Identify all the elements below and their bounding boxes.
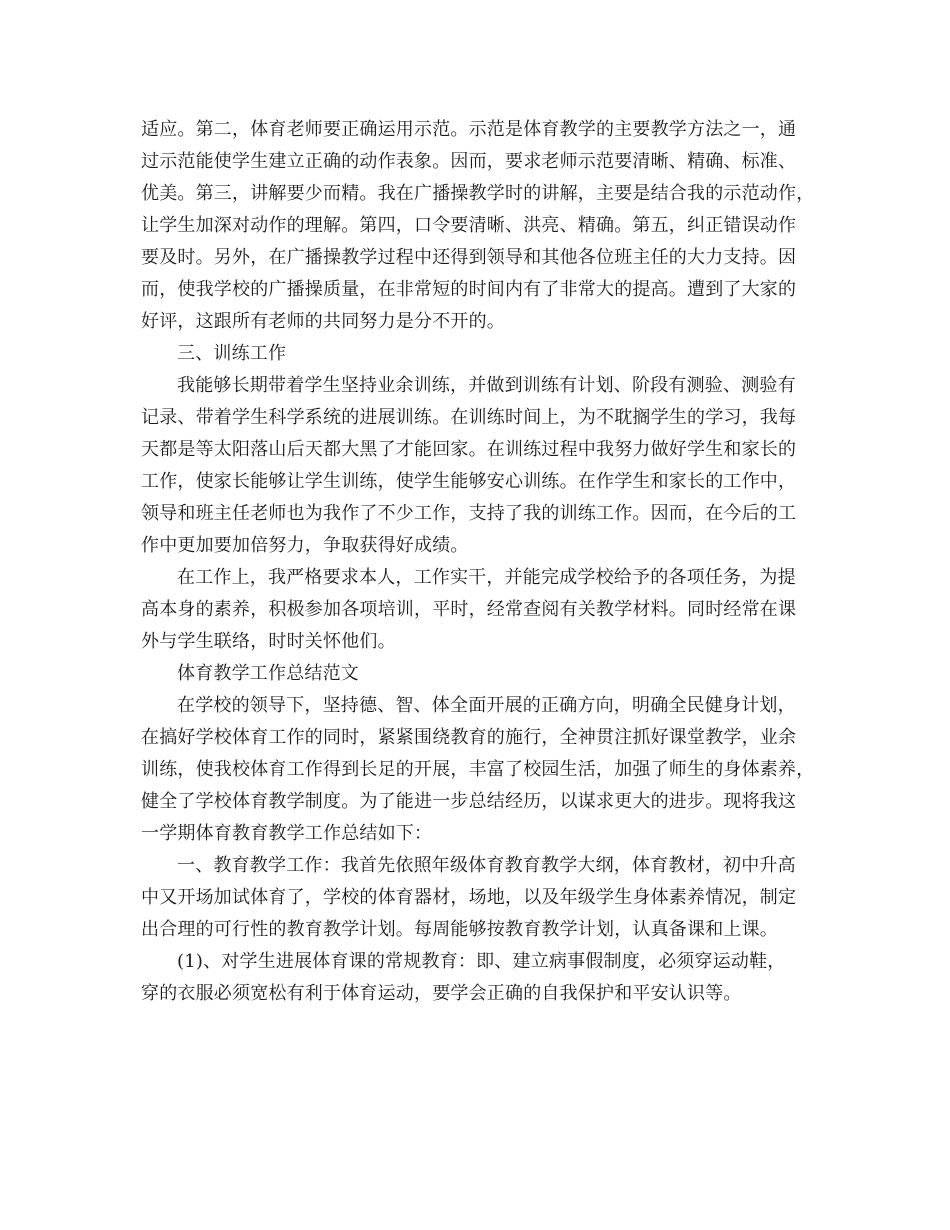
text-line: 工作，使家长能够让学生训练，使学生能够安心训练。在作学生和家长的工作中， xyxy=(141,471,797,492)
text-line: 健全了学校体育教学制度。为了能进一步总结经历，以谋求更大的进步。现将我这 xyxy=(141,791,797,812)
text-line: 要及时。另外，在广播操教学过程中还得到领导和其他各位班主任的大力支持。因 xyxy=(141,247,797,268)
text-line: 让学生加深对动作的理解。第四，口令要清晰、洪亮、精确。第五，纠正错误动作 xyxy=(141,215,797,236)
text-line: 好评，这跟所有老师的共同努力是分不开的。 xyxy=(141,311,505,332)
text-line: 过示范能使学生建立正确的动作表象。因而，要求老师示范要清晰、精确、标准、 xyxy=(141,151,797,172)
text-line: 中又开场加试体育了，学校的体育器材，场地，以及年级学生身体素养情况，制定 xyxy=(141,887,797,908)
text-line: 在搞好学校体育工作的同时，紧紧围绕教育的施行，全神贯注抓好课堂教学，业余 xyxy=(141,727,797,748)
text-line: 记录、带着学生科学系统的进展训练。在训练时间上，为不耽搁学生的学习，我每 xyxy=(141,407,797,428)
text-line: 领导和班主任老师也为我作了不少工作，支持了我的训练工作。因而，在今后的工 xyxy=(141,503,797,524)
text-line: 优美。第三，讲解要少而精。我在广播操教学时的讲解，主要是结合我的示范动作， xyxy=(141,183,815,204)
text-line: 一、教育教学工作：我首先依照年级体育教育教学大纲，体育教材，初中升高 xyxy=(177,855,796,876)
text-line: 适应。第二，体育老师要正确运用示范。示范是体育教学的主要教学方法之一，通 xyxy=(141,119,797,140)
text-line: (1)、对学生进展体育课的常规教育：即、建立病事假制度，必须穿运动鞋， xyxy=(177,951,786,972)
text-line: 穿的衣服必须宽松有利于体育运动，要学会正确的自我保护和平安认识等。 xyxy=(141,983,742,1004)
text-line: 天都是等太阳落山后天都大黑了才能回家。在训练过程中我努力做好学生和家长的 xyxy=(141,439,797,460)
text-line: 在工作上，我严格要求本人，工作实干，并能完成学校给予的各项任务，为提 xyxy=(177,567,796,588)
text-line: 外与学生联络，时时关怀他们。 xyxy=(141,631,396,652)
text-line: 出合理的可行性的教育教学计划。每周能够按教育教学计划，认真备课和上课。 xyxy=(141,919,778,940)
text-line: 训练，使我校体育工作得到长足的开展，丰富了校园生活，加强了师生的身体素养， xyxy=(141,759,815,780)
text-line: 在学校的领导下，坚持德、智、体全面开展的正确方向，明确全民健身计划， xyxy=(177,695,796,716)
text-line: 一学期体育教育教学工作总结如下： xyxy=(141,823,433,844)
text-line: 我能够长期带着学生坚持业余训练，并做到训练有计划、阶段有测验、测验有 xyxy=(177,375,796,396)
text-line: 作中更加要加倍努力，争取获得好成绩。 xyxy=(141,535,469,556)
document-body xyxy=(141,114,821,1010)
section-heading: 三、训练工作 xyxy=(177,343,287,364)
section-heading: 体育教学工作总结范文 xyxy=(177,663,359,684)
text-line: 高本身的素养，积极参加各项培训，平时，经常查阅有关教学材料。同时经常在课 xyxy=(141,599,797,620)
text-line: 而，使我学校的广播操质量，在非常短的时间内有了非常大的提高。遭到了大家的 xyxy=(141,279,797,300)
